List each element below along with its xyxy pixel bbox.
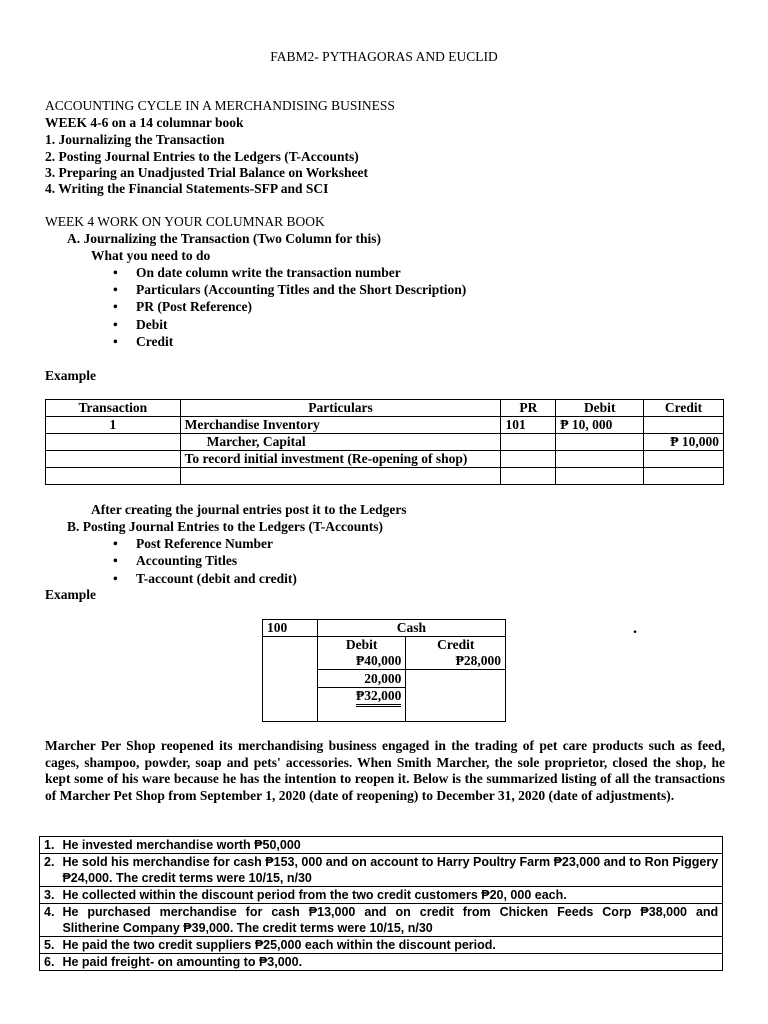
item-number: 6.: [40, 954, 59, 971]
step-4: 4. Writing the Financial Statements-SFP and SCI: [45, 181, 329, 196]
bullet-item: • On date column write the transaction number: [136, 264, 401, 281]
bullet-item: • Credit: [136, 333, 173, 350]
cell-transaction: 1: [46, 417, 181, 434]
header-credit: Credit: [644, 400, 724, 417]
list-item: [40, 954, 723, 971]
list-item: [40, 837, 723, 854]
bullet-item: • T-account (debit and credit): [136, 570, 297, 587]
debit-balance-value: ₱32,000: [356, 688, 401, 707]
bullet-item: • Post Reference Number: [136, 535, 273, 552]
debit-entry: 20,000: [317, 670, 406, 688]
credit-entry: ₱28,000: [406, 653, 506, 670]
step-2: 2. Posting Journal Entries to the Ledgers (T-Accounts): [45, 149, 359, 164]
account-number: 100: [263, 620, 318, 637]
debit-balance: [317, 688, 406, 722]
bullet-item: • Particulars (Accounting Titles and the Short Description): [136, 281, 466, 298]
header-debit: Debit: [556, 400, 644, 417]
example-label: Example: [45, 587, 97, 602]
cell-pr: 101: [501, 417, 556, 434]
item-text: He paid the two credit suppliers ₱25,000 each within the discount period.: [58, 937, 722, 954]
item-text-line: He purchased merchandise for cash ₱13,000 and on credit from Chicken Feeds Corp ₱38,000 and: [62, 905, 719, 919]
stray-dot: .: [633, 620, 637, 637]
debit-label: Debit: [317, 637, 406, 654]
bullet-item: • Debit: [136, 316, 168, 333]
cell-credit: [644, 417, 724, 434]
cell-particulars: Merchandise Inventory: [180, 417, 501, 434]
list-item: [40, 887, 723, 904]
item-text: He paid freight- on amounting to ₱3,000.: [58, 954, 722, 971]
step-1: 1. Journalizing the Transaction: [45, 132, 225, 147]
item-text: [58, 904, 722, 937]
item-number: 3.: [40, 887, 59, 904]
table-row: [46, 417, 724, 434]
table-row: [46, 434, 724, 451]
t-account-table: [262, 619, 506, 722]
list-item: [40, 854, 723, 887]
week-line: WEEK 4-6 on a 14 columnar book: [45, 115, 244, 130]
journal-table: [45, 399, 724, 485]
item-text: He invested merchandise worth ₱50,000: [58, 837, 722, 854]
header-pr: PR: [501, 400, 556, 417]
bullet-item: • PR (Post Reference): [136, 298, 252, 315]
table-header-row: [46, 400, 724, 417]
list-item: [40, 937, 723, 954]
item-number: 4.: [40, 904, 59, 937]
section-heading: ACCOUNTING CYCLE IN A MERCHANDISING BUSINESS: [45, 98, 395, 113]
week4-heading: WEEK 4 WORK ON YOUR COLUMNAR BOOK: [45, 214, 325, 229]
header-transaction: Transaction: [46, 400, 181, 417]
page-title: FABM2- PYTHAGORAS AND EUCLID: [270, 49, 498, 64]
item-text: [58, 854, 722, 887]
item-text-line: Slitherine Company ₱39,000. The credit terms were 10/15, n/30: [62, 921, 433, 935]
after-text: After creating the journal entries post it to the Ledgers: [91, 502, 407, 517]
item-text-line: He sold his merchandise for cash ₱153, 000 and on account to Harry Poultry Farm ₱23,000 and to Ron Piggery: [62, 855, 719, 869]
credit-label: Credit: [406, 637, 506, 654]
table-row: [46, 468, 724, 485]
list-item: [40, 904, 723, 937]
item-number: 5.: [40, 937, 59, 954]
item-number: 2.: [40, 854, 59, 887]
item-number: 1.: [40, 837, 59, 854]
narrative-paragraph: Marcher Per Shop reopened its merchandising business engaged in the trading of pet care products such as feed, cages, shampoo, powder, soap and pets' accessories. When Smith Marcher, the sole proprietor, closed the shop, he kept some of his ware because he has the intention to reopen it. Below is the summarized listing of all the transactions of Marcher Pet Shop from September 1, 2020 (date of reopening) to December 31, 2020 (date of adjustments).: [45, 738, 725, 803]
cell-particulars: To record initial investment (Re-opening of shop): [180, 451, 501, 468]
debit-entry: ₱40,000: [317, 653, 406, 670]
step-3: 3. Preparing an Unadjusted Trial Balance on Worksheet: [45, 165, 369, 180]
section-b: B. Posting Journal Entries to the Ledgers (T-Accounts): [67, 519, 383, 534]
header-particulars: Particulars: [180, 400, 501, 417]
need-to-do: What you need to do: [91, 248, 211, 263]
cell-credit: ₱ 10,000: [644, 434, 724, 451]
table-row: [46, 451, 724, 468]
account-title: Cash: [317, 620, 505, 637]
transactions-table: [39, 836, 723, 971]
cell-debit: ₱ 10, 000: [556, 417, 644, 434]
bullet-item: • Accounting Titles: [136, 552, 237, 569]
example-label: Example: [45, 368, 97, 383]
item-text: He collected within the discount period from the two credit customers ₱20, 000 each.: [58, 887, 722, 904]
item-text-line: ₱24,000. The credit terms were 10/15, n/30: [62, 871, 312, 885]
cell-particulars: Marcher, Capital: [180, 434, 501, 451]
section-a: A. Journalizing the Transaction (Two Column for this): [67, 231, 382, 246]
